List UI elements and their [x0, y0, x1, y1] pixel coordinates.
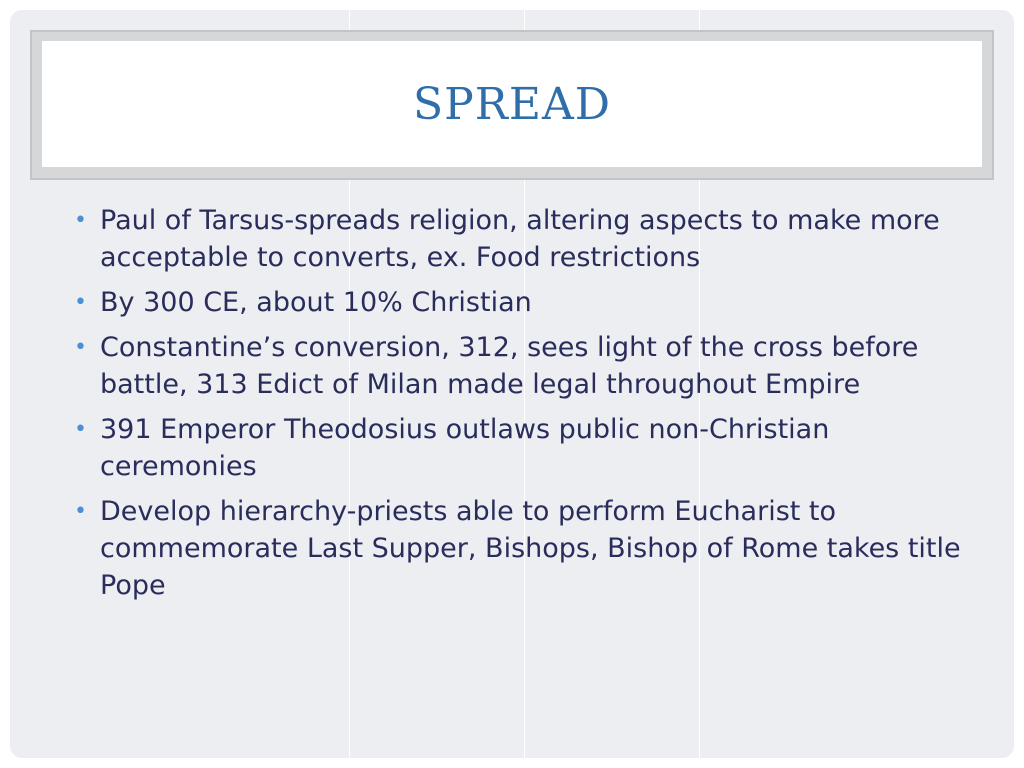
- bullet-item: [72, 329, 972, 403]
- bullet-item: [72, 411, 972, 485]
- bullet-marker-icon: •: [74, 499, 87, 524]
- bullet-text: By 300 CE, about 10% Christian: [100, 287, 532, 318]
- bullet-marker-icon: •: [74, 208, 87, 233]
- bullet-item: [72, 493, 972, 604]
- bullet-item: [72, 202, 972, 276]
- bullet-text: Constantine’s conversion, 312, sees light of the cross before battle, 313 Edict of Milan made legal throughout Empire: [100, 332, 919, 400]
- bullet-list: [72, 202, 972, 612]
- bullet-marker-icon: •: [74, 417, 87, 442]
- bullet-item: [72, 284, 972, 321]
- slide-title: SPREAD: [412, 78, 612, 130]
- bullet-text: 391 Emperor Theodosius outlaws public non-Christian ceremonies: [100, 414, 830, 482]
- bullet-text: Develop hierarchy-priests able to perform Eucharist to commemorate Last Supper, Bishops, Bishop of Rome takes title Pope: [100, 496, 961, 601]
- title-box: [42, 41, 982, 167]
- bullet-marker-icon: •: [74, 335, 87, 360]
- bullet-marker-icon: •: [74, 290, 87, 315]
- title-frame: [30, 30, 994, 180]
- bullet-text: Paul of Tarsus-spreads religion, altering aspects to make more acceptable to converts, ex. Food restrictions: [100, 205, 940, 273]
- slide: [10, 10, 1014, 758]
